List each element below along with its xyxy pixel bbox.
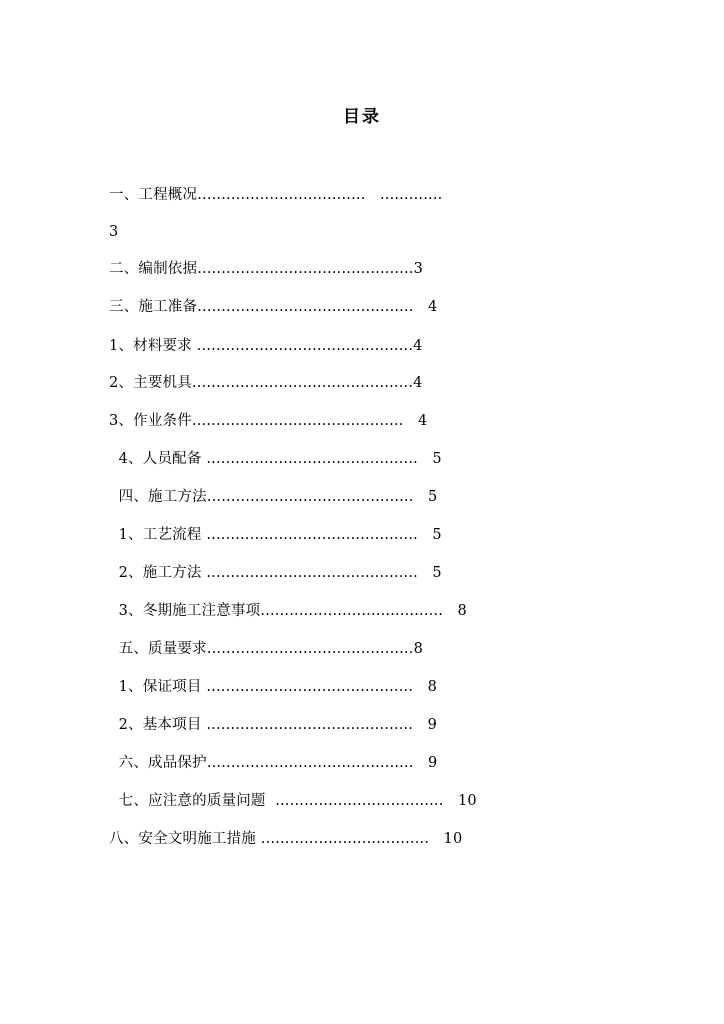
toc-entry: 六、成品保护........................................... 9 (109, 755, 438, 771)
toc-entry: 三、施工准备............................................. 4 (109, 299, 438, 315)
toc-entry: 2、基本项目 ........................................... 9 (109, 717, 437, 733)
toc-entry: 2、施工方法 ............................................ 5 (109, 565, 442, 581)
toc-entry: 五、质量要求...........................................8 (109, 641, 424, 657)
toc-entry: 1、材料要求 .............................................4 (109, 338, 423, 354)
toc-entry: 2、主要机具..............................................4 (109, 375, 423, 391)
toc-entry: 二、编制依据.............................................3 (109, 261, 424, 277)
toc-entry: 3、冬期施工注意事项...................................... 8 (109, 603, 467, 619)
toc-entry: 1、保证项目 ........................................... 8 (109, 679, 437, 695)
toc-entry-page-number: 3 (109, 224, 119, 240)
toc-entry: 八、安全文明施工措施 ................................... 10 (109, 831, 463, 847)
toc-entry: 4、人员配备 ............................................ 5 (109, 451, 442, 467)
page-title: 目录 (343, 107, 381, 127)
toc-entry: 一、工程概况................................... ............. (109, 187, 443, 203)
toc-entry: 1、工艺流程 ............................................ 5 (109, 527, 442, 543)
toc-entry: 七、应注意的质量问题 ................................... 10 (109, 793, 477, 809)
toc-entry: 四、施工方法........................................... 5 (109, 489, 438, 505)
toc-entry: 3、作业条件............................................ 4 (109, 413, 428, 429)
